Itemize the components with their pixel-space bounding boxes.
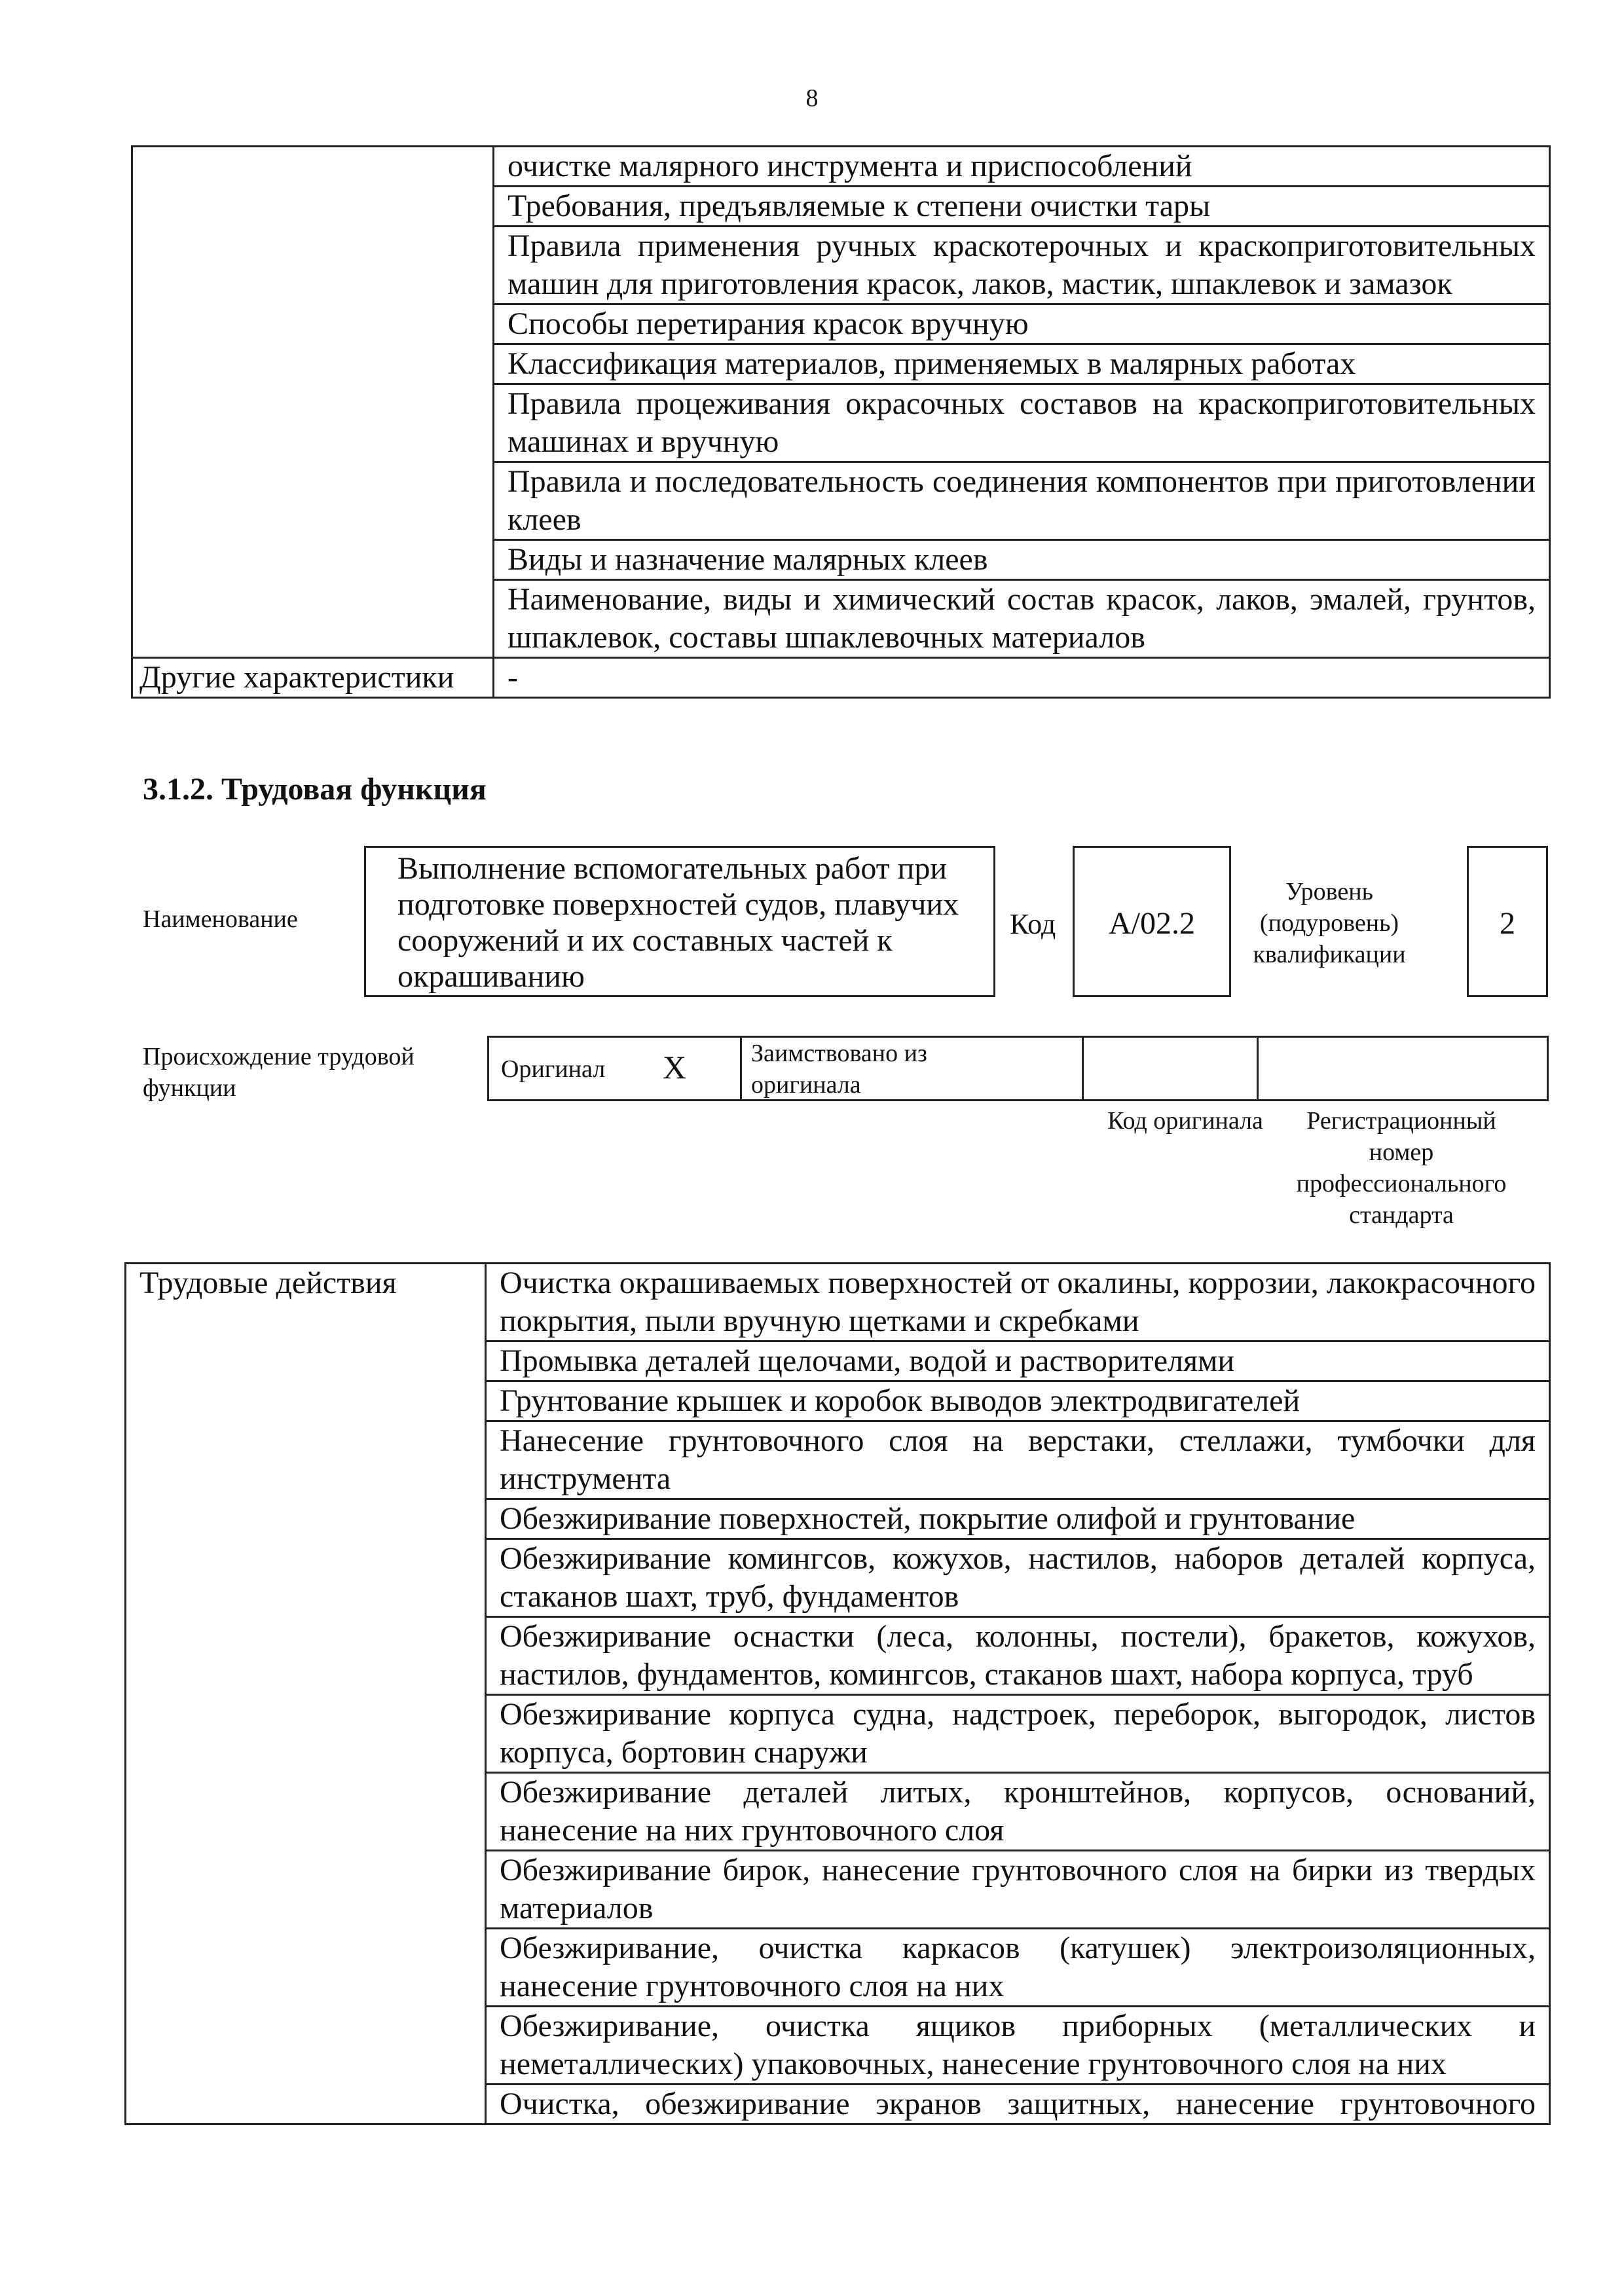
knowledge-item: очистке малярного инструмента и приспособлений [494, 147, 1550, 187]
labor-action: Нанесение грунтовочного слоя на верстаки, стеллажи, тумбочки для инструмента [486, 1421, 1550, 1499]
section-heading: 3.1.2. Трудовая функция [143, 772, 487, 807]
origin-row [487, 1036, 1549, 1101]
labor-actions-table [124, 1262, 1551, 2125]
knowledge-item: Требования, предъявляемые к степени очистки тары [494, 187, 1550, 227]
origin-code-cell [1084, 1038, 1257, 1101]
knowledge-item: Способы перетирания красок вручную [494, 304, 1550, 344]
code-value: A/02.2 [1109, 906, 1195, 941]
name-label: Наименование [143, 905, 298, 933]
knowledge-item: Правила процеживания окрасочных составов на краскоприготовительных машинах и вручную [494, 384, 1550, 462]
labor-action: Очистка окрашиваемых поверхностей от окалины, коррозии, лакокрасочного покрытия, пыли вручную щетками и скребками [486, 1264, 1550, 1341]
function-name: Выполнение вспомогательных работ при подготовке поверхностей судов, плавучих сооружений и их составных частей к окрашиванию [397, 851, 959, 994]
other-characteristics-value: - [494, 658, 1550, 698]
labor-action: Обезжиривание, очистка ящиков приборных (металлических и неметаллических) упаковочных, нанесение грунтовочного слоя на них [486, 2007, 1550, 2085]
labor-action: Обезжиривание комингсов, кожухов, настилов, наборов деталей корпуса, стаканов шахт, труб, фундаментов [486, 1539, 1550, 1617]
labor-action: Обезжиривание, очистка каркасов (катушек) электроизоляционных, нанесение грунтовочного слоя на них [486, 1929, 1550, 2007]
level-box [1467, 846, 1548, 997]
knowledge-table [131, 145, 1551, 699]
borrowed-label: Заимствовано из оригинала [751, 1040, 927, 1099]
labor-action: Промывка деталей щелочами, водой и растворителями [486, 1341, 1550, 1381]
other-characteristics-label: Другие характеристики [132, 658, 494, 698]
original-mark: X [663, 1049, 687, 1085]
labor-action: Обезжиривание деталей литых, кронштейнов, корпусов, оснований, нанесение на них грунтовочного слоя [486, 1773, 1550, 1851]
labor-action: Обезжиривание поверхностей, покрытие олифой и грунтование [486, 1499, 1550, 1539]
page-number: 8 [805, 84, 819, 112]
table-row [132, 147, 1550, 187]
knowledge-item: Наименование, виды и химический состав красок, лаков, эмалей, грунтов, шпаклевок, составы шпаклевочных материалов [494, 580, 1550, 658]
original-label: Оригинал [501, 1055, 606, 1083]
labor-actions-label: Трудовые действия [126, 1264, 486, 2124]
origin-reg-cell [1259, 1038, 1547, 1101]
table-row [132, 658, 1550, 698]
level-value: 2 [1500, 906, 1515, 941]
reg-number-caption: Регистрационный номер профессионального стандарта [1296, 1107, 1507, 1229]
origin-label: Происхождение трудовой функции [143, 1043, 415, 1102]
labor-action: Обезжиривание бирок, нанесение грунтовочного слоя на бирки из твердых материалов [486, 1851, 1550, 1929]
level-label: Уровень (подуровень) квалификации [1253, 878, 1406, 968]
labor-action: Обезжиривание корпуса судна, надстроек, переборок, выгородок, листов корпуса, бортовин снаружи [486, 1695, 1550, 1773]
knowledge-item: Виды и назначение малярных клеев [494, 540, 1550, 580]
code-box [1073, 846, 1231, 997]
code-label: Код [1010, 908, 1056, 940]
labor-action: Обезжиривание оснастки (леса, колонны, постели), бракетов, кожухов, настилов, фундаментов, комингсов, стаканов шахт, набора корпуса, труб [486, 1617, 1550, 1695]
labor-action: Грунтование крышек и коробок выводов электродвигателей [486, 1381, 1550, 1421]
knowledge-item: Правила и последовательность соединения компонентов при приготовлении клеев [494, 462, 1550, 540]
knowledge-item: Классификация материалов, применяемых в малярных работах [494, 344, 1550, 384]
knowledge-label-cell [132, 147, 494, 658]
function-name-box [364, 846, 995, 997]
knowledge-item: Правила применения ручных краскотерочных и краскоприготовительных машин для приготовления красок, лаков, мастик, шпаклевок и замазок [494, 227, 1550, 304]
table-row [126, 1264, 1550, 1341]
labor-action: Очистка, обезжиривание экранов защитных, нанесение грунтовочного [486, 2085, 1550, 2124]
origin-divider [740, 1038, 742, 1101]
code-original-caption: Код оригинала [1107, 1107, 1263, 1135]
